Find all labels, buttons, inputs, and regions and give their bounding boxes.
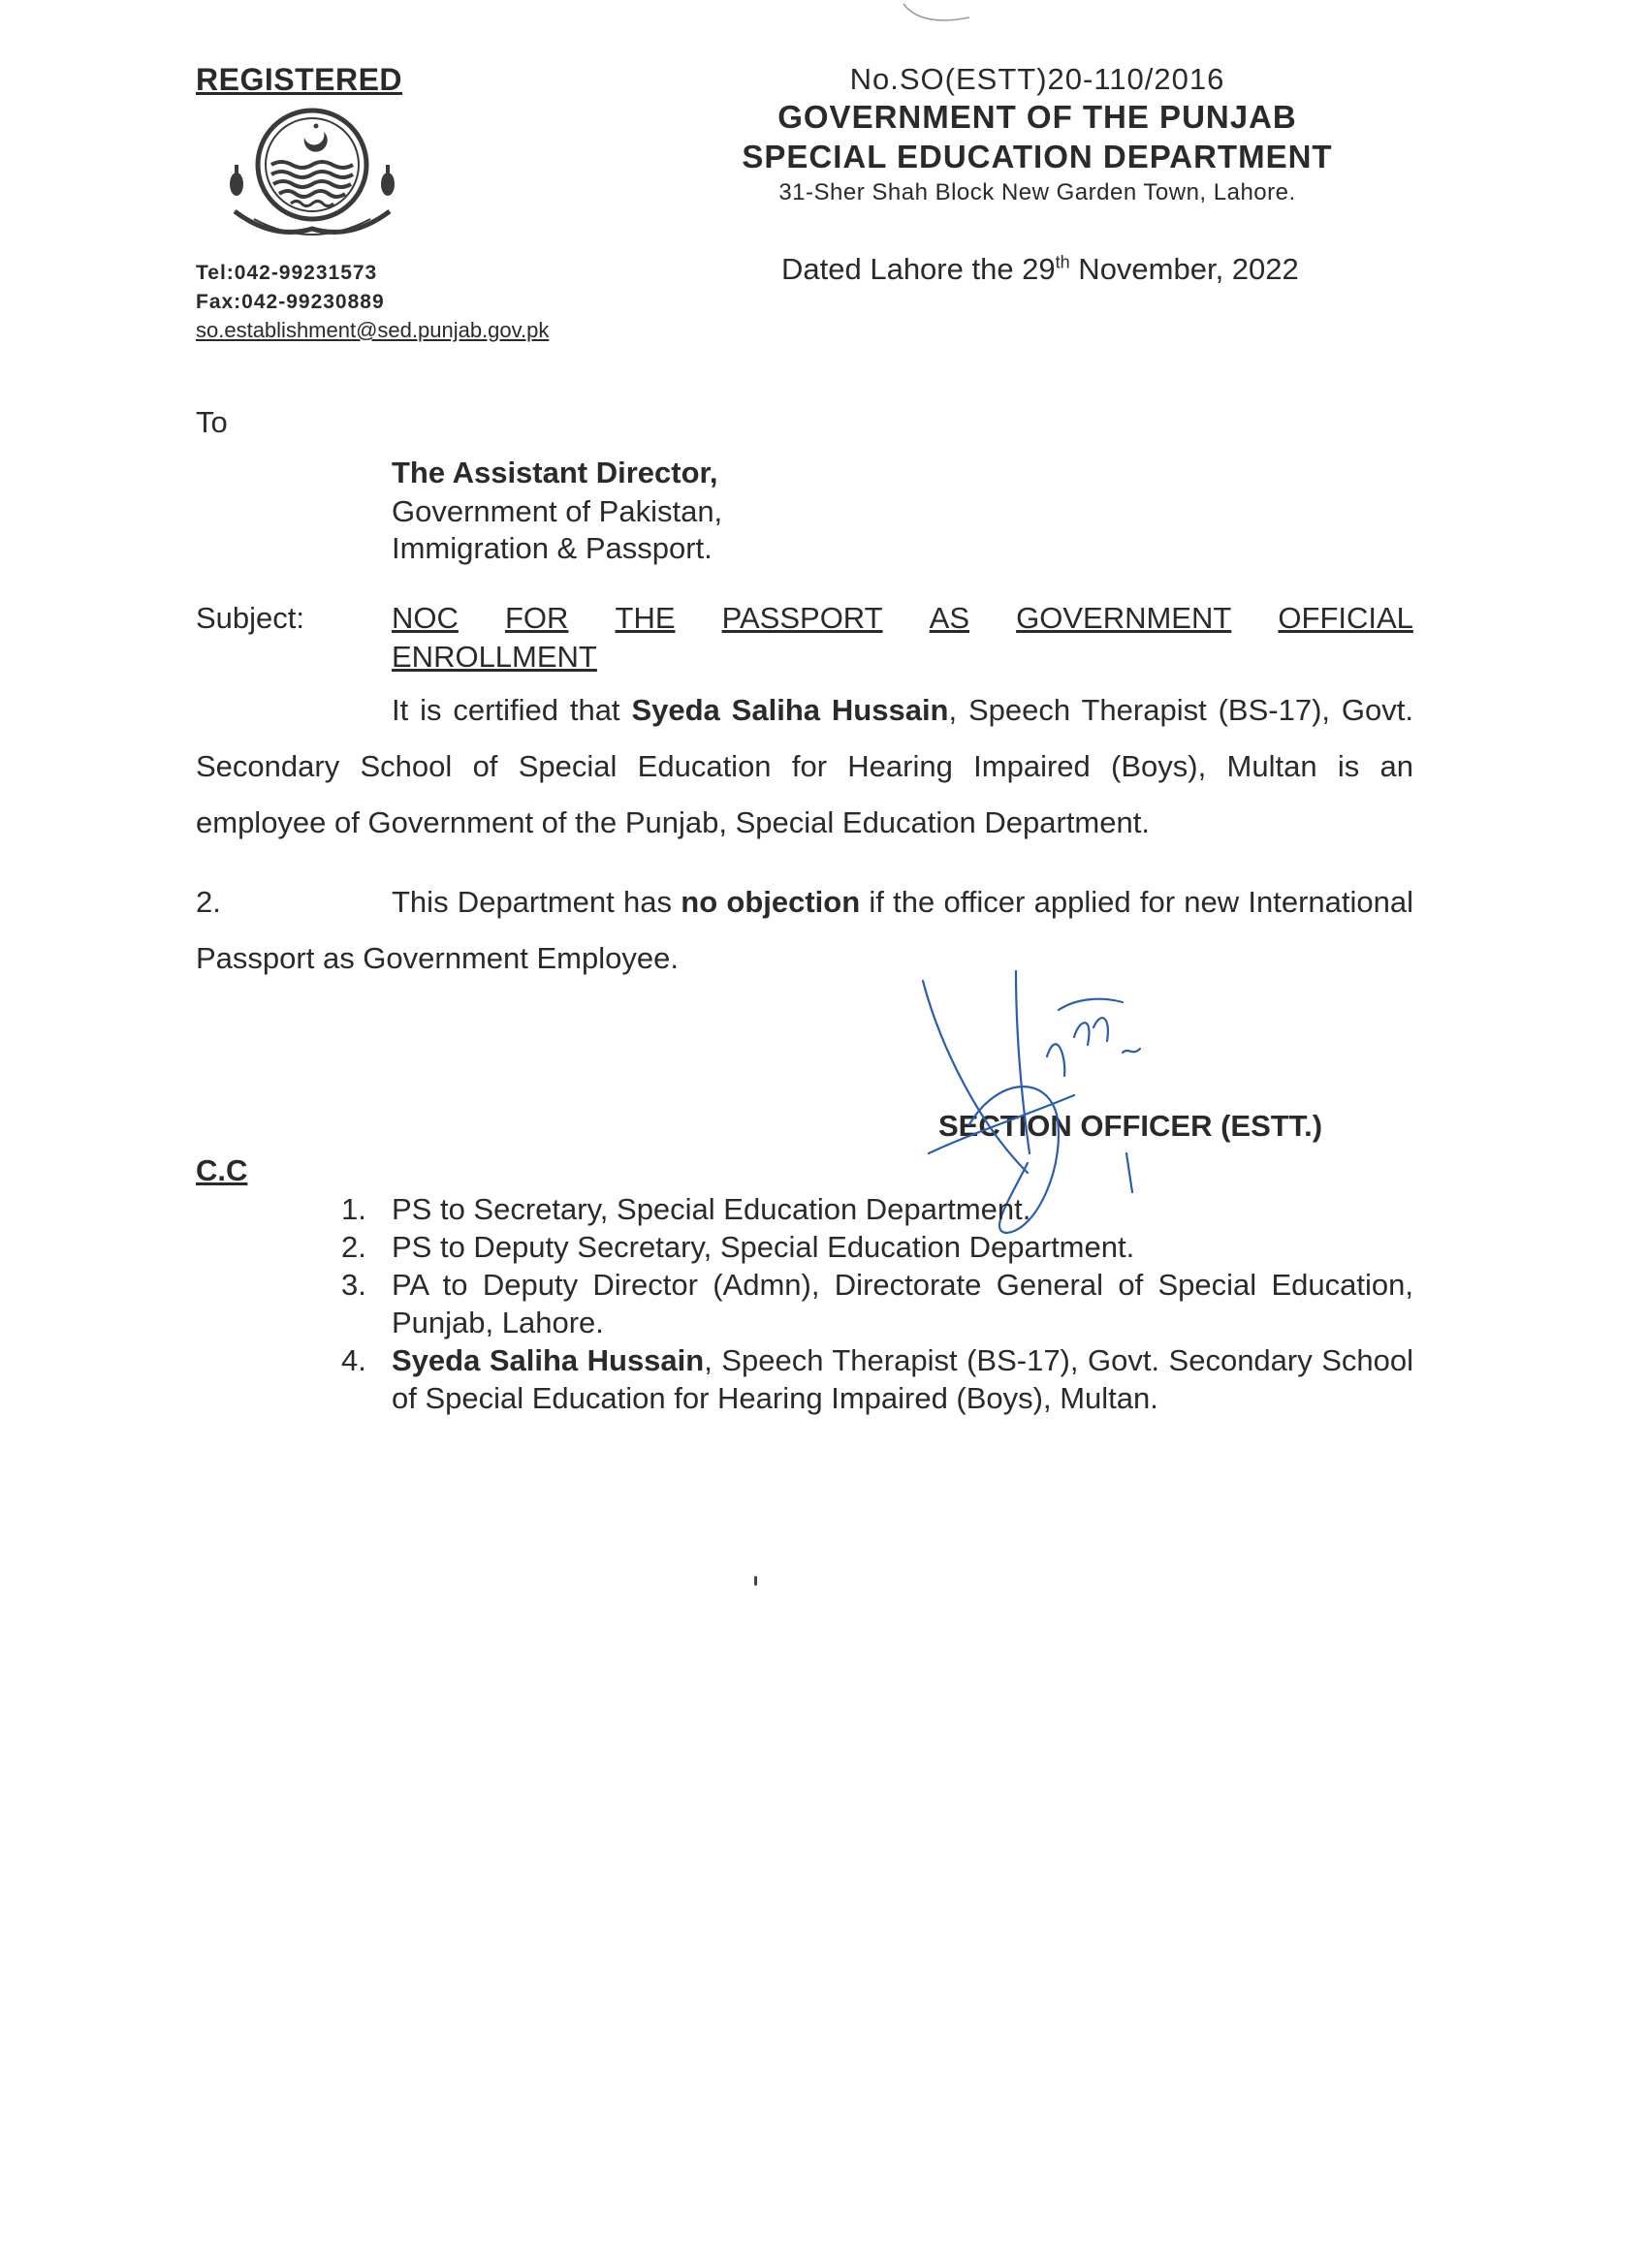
- paragraph-1-rest: , Speech Therapist (BS-17), Govt. Secondary School of Special Education for Hearing Impaired (Boys), Multan is an employee of Government of the Punjab, Special Education Department.: [196, 693, 1413, 839]
- dated-suffix-ordinal: th: [1055, 252, 1070, 272]
- employee-name: Syeda Saliha Hussain: [392, 1343, 705, 1377]
- list-item-number: 2.: [341, 1230, 366, 1264]
- scan-mark: [902, 0, 979, 29]
- subject-line-2: ENROLLMENT: [392, 640, 597, 674]
- department-address: 31-Sher Shah Block New Garden Town, Lahore.: [778, 179, 1296, 205]
- list-item: [341, 1266, 1413, 1341]
- list-item-text: PA to Deputy Director (Admn), Directorate General of Special Education, Punjab, Lahore.: [392, 1268, 1413, 1339]
- cc-label: C.C: [196, 1153, 248, 1187]
- dated-line: [781, 252, 1299, 287]
- subject-word: GOVERNMENT: [1016, 601, 1232, 635]
- government-title: GOVERNMENT OF THE PUNJAB: [777, 99, 1297, 135]
- fax: Fax:042-99230889: [196, 291, 385, 313]
- list-item: [341, 1190, 1413, 1228]
- no-objection-text: no objection: [681, 885, 861, 919]
- list-item: [341, 1341, 1413, 1417]
- paragraph-2-intro: This Department has: [392, 885, 681, 919]
- list-item-text: [392, 1341, 1413, 1417]
- email-link[interactable]: so.establishment@sed.punjab.gov.pk: [196, 318, 550, 342]
- paragraph-2: [196, 874, 1413, 987]
- subject-word: AS: [929, 601, 970, 635]
- paragraph-1-intro: It is certified that: [392, 693, 632, 727]
- list-item-rest: , Speech Therapist (BS-17), Govt. Secondary School of Special Education for Hearing Impaired (Boys), Multan.: [392, 1343, 1413, 1415]
- subject-word: FOR: [504, 601, 569, 635]
- scan-speck: [754, 1576, 757, 1586]
- subject-word: NOC: [392, 601, 459, 635]
- dated-suffix: November, 2022: [1069, 252, 1299, 286]
- list-item-number: 4.: [341, 1343, 366, 1377]
- cc-list: [341, 1190, 1413, 1417]
- department-title: SPECIAL EDUCATION DEPARTMENT: [742, 139, 1333, 174]
- subject-label: Subject:: [196, 601, 305, 635]
- employee-name: Syeda Saliha Hussain: [631, 693, 949, 727]
- signatory-title: SECTION OFFICER (ESTT.): [938, 1109, 1323, 1143]
- addressee-line-2: Government of Pakistan,: [392, 494, 723, 528]
- punjab-government-emblem-icon: [215, 105, 409, 250]
- list-item-text: PS to Deputy Secretary, Special Education Department.: [392, 1230, 1135, 1264]
- paragraph-2-rest: if the officer applied for new International Passport as Government Employee.: [196, 885, 1414, 975]
- telephone: Tel:042-99231573: [196, 262, 378, 284]
- list-item: [341, 1228, 1413, 1266]
- registered-label: REGISTERED: [196, 62, 403, 97]
- paragraph-2-number: 2.: [196, 885, 221, 919]
- reference-number: No.SO(ESTT)20-110/2016: [849, 62, 1225, 96]
- list-item-text: PS to Secretary, Special Education Department.: [392, 1192, 1031, 1226]
- list-item-number: 3.: [341, 1268, 366, 1302]
- subject-word: PASSPORT: [721, 601, 883, 635]
- to-label: To: [196, 405, 228, 439]
- list-item-number: 1.: [341, 1192, 366, 1226]
- addressee-line-3: Immigration & Passport.: [392, 531, 713, 565]
- subject-word: OFFICIAL: [1278, 601, 1413, 635]
- dated-prefix: Dated Lahore the 29: [781, 252, 1056, 286]
- subject-line-1: [392, 601, 1413, 636]
- subject: [392, 601, 1413, 675]
- paragraph-1: [196, 682, 1413, 851]
- addressee-line-1: The Assistant Director,: [392, 456, 718, 489]
- subject-word: THE: [615, 601, 676, 635]
